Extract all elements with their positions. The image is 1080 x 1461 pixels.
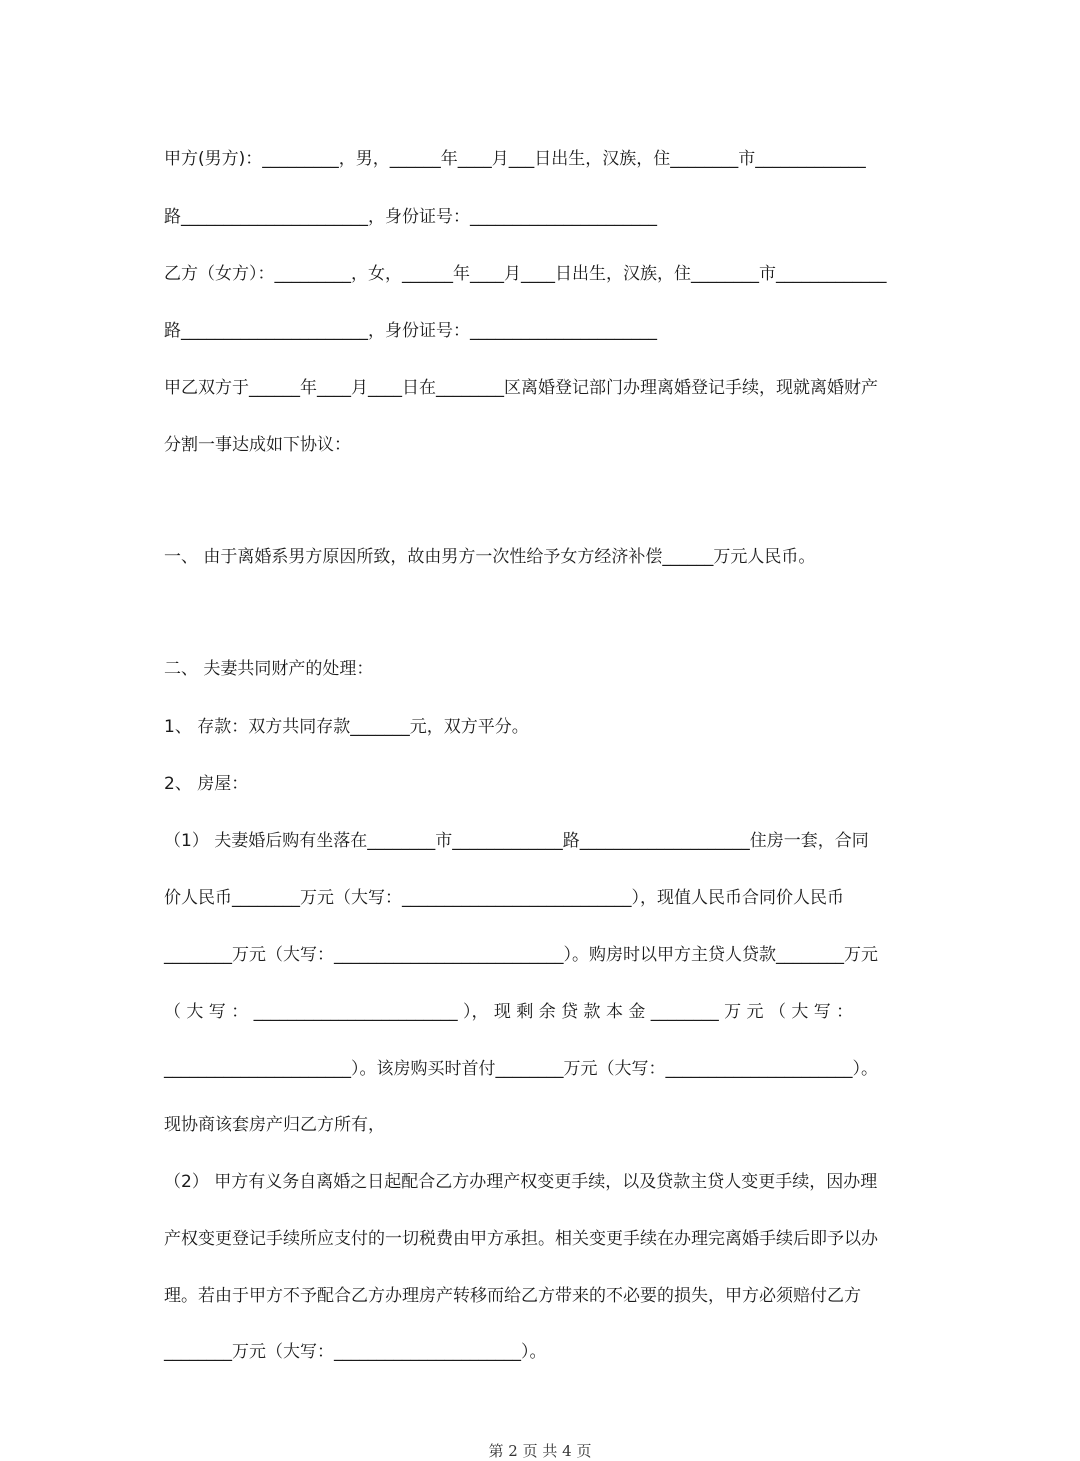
house-clause-1: （1） 夫妻婚后购有坐落在________市_____________路____________________住房一套，合同 bbox=[164, 831, 869, 851]
clause-intro-cont: 分割一事达成如下协议： bbox=[164, 435, 351, 455]
house-clause-1-line5: ______________________）。该房购买时首付________万元（大写：______________________）。 bbox=[164, 1059, 878, 1079]
house-clause-2: （2） 甲方有义务自离婚之日起配合乙方办理产权变更手续，以及贷款主贷人变更手续，因办理 bbox=[164, 1172, 878, 1192]
house-clause-1-line3: ________万元（大写：___________________________）。购房时以甲方主贷人贷款________万元 bbox=[164, 945, 878, 965]
house-clause-2-line2: 产权变更登记手续所应支付的一切税费由甲方承担。相关变更手续在办理完离婚手续后即予以办 bbox=[164, 1229, 878, 1249]
clause-party-a-address: 路______________________，身份证号：______________________ bbox=[164, 207, 657, 227]
clause-party-a: 甲方(男方)：_________，男，______年____月___日出生，汉族，住________市_____________ bbox=[164, 149, 866, 169]
clause-party-b-address: 路______________________，身份证号：______________________ bbox=[164, 321, 657, 341]
house-clause-1-line6: 现协商该套房产归乙方所有， bbox=[164, 1115, 385, 1135]
page-number: 第 2 页 共 4 页 bbox=[488, 1442, 592, 1460]
house-clause-1-line4: （ 大 写 ： ________________________ ）， 现 剩 余 贷 款 本 金 ________ 万 元 （ 大 写 ： bbox=[164, 1002, 854, 1022]
clause-intro: 甲乙双方于______年____月____日在________区离婚登记部门办理离婚登记手续，现就离婚财产 bbox=[164, 378, 878, 398]
house-clause-2-line3: 理。若由于甲方不予配合乙方办理房产转移而给乙方带来的不必要的损失，甲方必须赔付乙方 bbox=[164, 1286, 861, 1306]
section-one: 一、 由于离婚系男方原因所致，故由男方一次性给予女方经济补偿______万元人民币。 bbox=[164, 547, 816, 567]
item-house-heading: 2、 房屋： bbox=[164, 774, 249, 794]
item-deposit: 1、 存款：双方共同存款_______元，双方平分。 bbox=[164, 717, 529, 737]
section-two-heading: 二、 夫妻共同财产的处理： bbox=[164, 659, 374, 679]
house-clause-2-line4: ________万元（大写：______________________）。 bbox=[164, 1342, 547, 1362]
house-clause-1-line2: 价人民币________万元（大写：___________________________），现值人民币合同价人民币 bbox=[164, 888, 844, 908]
clause-party-b: 乙方（女方）：_________，女，______年____月____日出生，汉族，住________市_____________ bbox=[164, 264, 887, 284]
